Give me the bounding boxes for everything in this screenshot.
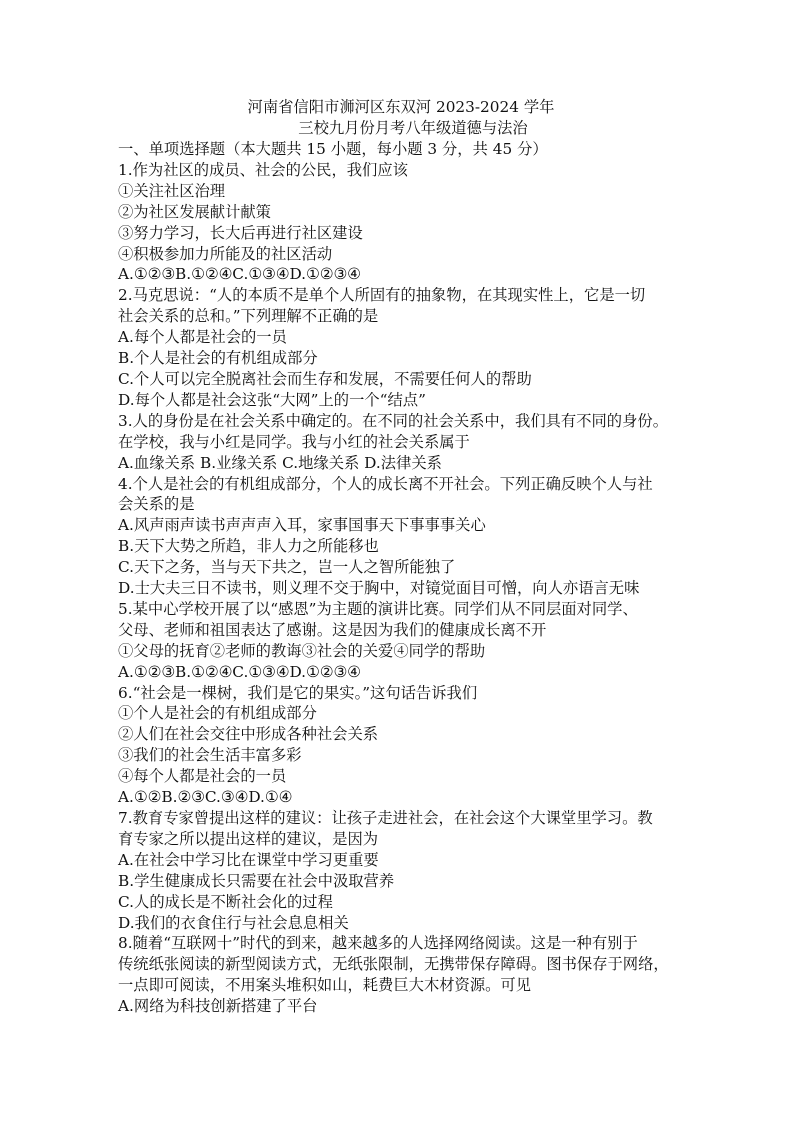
text-line: 2.马克思说：“人的本质不是单个人所固有的抽象物，在其现实性上，它是一切 [118, 286, 646, 305]
text-line: B.学生健康成长只需要在社会中汲取营养 [118, 871, 395, 890]
text-line: ③我们的社会生活丰富多彩 [118, 746, 302, 765]
text-line: 4.个人是社会的有机组成部分，个人的成长离不开社会。下列正确反映个人与社 [118, 474, 653, 493]
text-line: A.①②B.②③C.③④D.①④ [118, 788, 293, 807]
text-line: 7.教育专家曾提出这样的建议：让孩子走进社会，在社会这个大课堂里学习。教 [118, 809, 653, 827]
text-line: ①关注社区治理 [118, 181, 226, 200]
text-line: 在学校，我与小红是同学。我与小红的社会关系属于 [118, 432, 470, 451]
text-line: B.个人是社会的有机组成部分 [118, 349, 318, 368]
text-line: A.在社会中学习比在课堂中学习更重要 [118, 850, 379, 869]
text-line: 社会关系的总和。”下列理解不正确的是 [118, 307, 379, 326]
text-line: A.血缘关系 B.业缘关系 C.地缘关系 D.法律关系 [118, 453, 442, 472]
text-line: 传统纸张阅读的新型阅读方式，无纸张限制，无携带保存障碍。图书保存于网络， [118, 955, 669, 974]
text-line: ②人们在社会交往中形成各种社会关系 [118, 725, 379, 744]
text-line: C.人的成长是不断社会化的过程 [118, 892, 333, 911]
text-line: A.每个人都是社会的一员 [118, 328, 287, 347]
text-line: A.①②③B.①②④C.①③④D.①②③④ [118, 662, 361, 681]
text-line: 6.“社会是一棵树，我们是它的果实。”这句话告诉我们 [118, 683, 478, 702]
text-line: C.天下之务，当与天下共之，岂一人之智所能独了 [118, 558, 456, 577]
document-title [0, 97, 794, 139]
text-line: D.每个人都是社会这张“大网”上的一个“结点” [118, 390, 426, 409]
text-line: ①个人是社会的有机组成部分 [118, 704, 317, 723]
text-line: 3.人的身份是在社会关系中确定的。在不同的社会关系中，我们具有不同的身份。 [118, 411, 668, 430]
text-line: ④每个人都是社会的一员 [118, 767, 287, 786]
text-line: 5.某中心学校开展了以“感恩”为主题的演讲比赛。同学们从不同层面对同学、 [118, 599, 638, 618]
title-line-2: 三校九月份月考八年级道德与法治 [298, 118, 528, 137]
text-line: A.网络为科技创新搭建了平台 [118, 997, 318, 1016]
text-line: 一点即可阅读，不用案头堆积如山，耗费巨大木材资源。可见 [118, 976, 532, 995]
question-content [118, 139, 688, 1017]
text-line: D.我们的衣食住行与社会息息相关 [118, 913, 349, 932]
text-line: 一、单项选择题（本大题共 15 小题，每小题 3 分，共 45 分） [118, 140, 548, 158]
text-line: C.个人可以完全脱离社会而生存和发展，不需要任何人的帮助 [118, 369, 532, 388]
text-line: ②为社区发展献计献策 [118, 202, 271, 221]
text-line: A.①②③B.①②④C.①③④D.①②③④ [118, 265, 361, 284]
text-line: 父母、老师和祖国表达了感谢。这是因为我们的健康成长离不开 [118, 620, 547, 639]
text-line: ①父母的抚育②老师的教诲③社会的关爱④同学的帮助 [118, 641, 486, 660]
text-line: ③努力学习，长大后再进行社区建设 [118, 223, 363, 242]
text-line: 8.随着“互联网十”时代的到来，越来越多的人选择网络阅读。这是一种有别于 [118, 934, 638, 953]
text-line: 1.作为社区的成员、社会的公民，我们应该 [118, 160, 408, 179]
text-line: ④积极参加力所能及的社区活动 [118, 244, 333, 263]
text-line: A.风声雨声读书声声声入耳，家事国事天下事事事关心 [118, 516, 486, 535]
text-line: 育专家之所以提出这样的建议，是因为 [118, 829, 379, 848]
text-line: D.士大夫三日不读书，则义理不交于胸中，对镜觉面目可憎，向人亦语言无味 [118, 579, 640, 598]
text-line: B.天下大势之所趋，非人力之所能移也 [118, 537, 379, 556]
text-line: 会关系的是 [118, 495, 195, 514]
title-line-1: 河南省信阳市浉河区东双河 2023-2024 学年 [247, 98, 555, 116]
